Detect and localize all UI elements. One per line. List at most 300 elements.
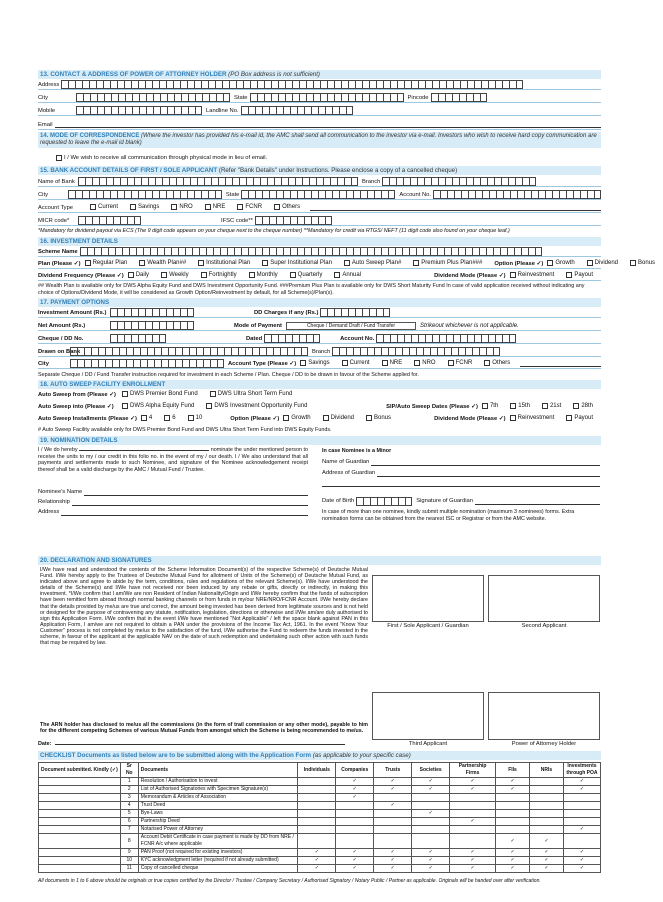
char-box[interactable] [332,247,339,256]
char-box[interactable] [273,347,280,356]
char-box[interactable] [430,347,437,356]
char-box[interactable] [369,93,376,102]
char-box[interactable] [169,177,176,186]
char-box[interactable] [472,247,479,256]
option[interactable] [409,260,490,266]
option[interactable] [206,391,301,397]
char-box[interactable] [189,359,196,368]
char-box[interactable] [153,93,160,102]
char-box[interactable] [159,308,166,317]
char-box[interactable] [309,177,316,186]
char-box[interactable] [260,177,267,186]
char-box[interactable] [493,347,500,356]
char-box[interactable] [325,247,332,256]
char-box[interactable] [559,190,566,199]
char-box[interactable] [120,177,127,186]
char-box[interactable] [257,93,264,102]
char-box[interactable] [201,80,208,89]
char-box[interactable] [269,190,276,199]
char-box[interactable] [103,80,110,89]
char-box[interactable] [181,93,188,102]
char-box[interactable] [97,106,104,115]
char-box[interactable] [337,177,344,186]
char-box[interactable] [223,93,230,102]
char-box[interactable] [332,106,339,115]
char-box[interactable] [447,190,454,199]
char-box[interactable] [404,80,411,89]
char-box[interactable] [433,190,440,199]
char-boxes[interactable] [255,216,332,225]
char-box[interactable] [104,93,111,102]
char-box[interactable] [384,497,391,506]
char-box[interactable] [92,177,99,186]
char-box[interactable] [188,106,195,115]
char-box[interactable] [376,80,383,89]
char-box[interactable] [594,190,601,199]
char-box[interactable] [148,177,155,186]
char-box[interactable] [278,334,285,343]
char-box[interactable] [351,177,358,186]
checkbox[interactable] [171,204,177,210]
char-box[interactable] [313,80,320,89]
char-box[interactable] [405,497,412,506]
char-box[interactable] [68,190,75,199]
checkbox[interactable] [122,403,128,409]
char-box[interactable] [502,334,509,343]
char-box[interactable] [363,497,370,506]
char-box[interactable] [297,216,304,225]
net-amount-row[interactable]: Net Amount (Rs.) Mode of Payment Cheque / Demand Draft / Fund Transfer Strikeout whichever is not applicable. [38,321,601,331]
checkbox[interactable] [262,260,268,266]
char-box[interactable] [346,106,353,115]
char-box[interactable] [168,359,175,368]
char-box[interactable] [262,216,269,225]
char-box[interactable] [194,80,201,89]
char-box[interactable] [89,190,96,199]
char-box[interactable] [136,247,143,256]
option[interactable] [569,403,601,409]
option[interactable] [480,360,518,366]
auto-sweep-from-row[interactable]: Auto Sweep from (Please ✓) DWS Premier Bond Fund DWS Ultra Short Term Fund [38,390,601,400]
option[interactable] [194,260,258,266]
char-box[interactable] [77,347,84,356]
relationship-row[interactable]: Relationship [38,497,308,507]
char-box[interactable] [432,334,439,343]
nominee-address-row[interactable]: Address [38,507,308,517]
char-box[interactable] [208,80,215,89]
char-box[interactable] [145,190,152,199]
char-box[interactable] [459,93,466,102]
char-box[interactable] [110,190,117,199]
option[interactable] [506,415,563,421]
char-box[interactable] [580,190,587,199]
option[interactable] [319,415,362,421]
option[interactable] [543,260,582,266]
char-box[interactable] [218,177,225,186]
char-box[interactable] [266,347,273,356]
char-box[interactable] [472,347,479,356]
char-box[interactable] [132,93,139,102]
char-box[interactable] [150,247,157,256]
auto-sweep-installments-row[interactable]: Auto Sweep Installments (Please ✓) 4 6 10 Option (Please ✓) Growth Dividend Bonus Dividend Mode (Please ✓) Reinvestment Payout [38,414,601,424]
char-boxes[interactable] [80,247,542,256]
poa-city-row[interactable]: City State Pincode [38,93,601,103]
char-box[interactable] [78,177,85,186]
char-boxes[interactable] [264,334,320,343]
char-box[interactable] [355,308,362,317]
option[interactable] [86,204,126,210]
checkbox[interactable] [382,360,388,366]
char-box[interactable] [417,177,424,186]
checkbox[interactable] [448,360,454,366]
char-box[interactable] [488,80,495,89]
char-box[interactable] [278,80,285,89]
char-box[interactable] [332,347,339,356]
char-box[interactable] [325,190,332,199]
char-boxes[interactable] [376,334,516,343]
char-box[interactable] [341,93,348,102]
option[interactable] [245,272,286,278]
char-box[interactable] [466,177,473,186]
char-boxes[interactable] [356,497,412,506]
char-box[interactable] [362,308,369,317]
char-box[interactable] [70,359,77,368]
checkbox[interactable] [413,260,419,266]
char-box[interactable] [299,93,306,102]
char-box[interactable] [152,321,159,330]
char-box[interactable] [423,347,430,356]
nominee-name-row[interactable]: Nominee's Name [38,487,308,497]
char-box[interactable] [138,334,145,343]
option[interactable] [583,260,626,266]
option[interactable] [202,403,315,409]
option[interactable] [160,415,183,421]
checkbox[interactable] [366,415,372,421]
char-box[interactable] [566,190,573,199]
char-box[interactable] [299,334,306,343]
char-box[interactable] [304,247,311,256]
char-box[interactable] [126,347,133,356]
char-box[interactable] [382,177,389,186]
char-box[interactable] [339,347,346,356]
char-box[interactable] [175,347,182,356]
char-box[interactable] [355,93,362,102]
char-box[interactable] [398,497,405,506]
char-box[interactable] [138,321,145,330]
char-box[interactable] [403,177,410,186]
submitted-cell[interactable] [39,810,121,818]
char-box[interactable] [255,247,262,256]
payment-city-row[interactable]: City Account Type (Please ✓) Savings Current NRE NRO FCNR Others [38,359,601,369]
char-box[interactable] [208,190,215,199]
char-box[interactable] [297,247,304,256]
char-box[interactable] [516,80,523,89]
char-box[interactable] [124,308,131,317]
char-box[interactable] [402,347,409,356]
char-box[interactable] [494,177,501,186]
option[interactable] [562,272,601,278]
submitted-cell[interactable] [39,865,121,873]
char-box[interactable] [431,177,438,186]
char-box[interactable] [89,80,96,89]
option[interactable] [296,360,337,366]
option[interactable] [362,415,399,421]
char-box[interactable] [503,190,510,199]
char-box[interactable] [159,80,166,89]
char-box[interactable] [316,177,323,186]
char-box[interactable] [313,334,320,343]
char-box[interactable] [125,93,132,102]
char-box[interactable] [529,177,536,186]
char-box[interactable] [90,106,97,115]
char-box[interactable] [96,80,103,89]
char-box[interactable] [211,177,218,186]
char-box[interactable] [153,106,160,115]
char-box[interactable] [418,334,425,343]
char-box[interactable] [189,347,196,356]
checkbox[interactable] [566,272,572,278]
checkbox[interactable] [141,415,147,421]
char-box[interactable] [495,334,502,343]
char-boxes[interactable] [110,321,194,330]
submitted-cell[interactable] [39,802,121,810]
char-box[interactable] [250,93,257,102]
char-box[interactable] [117,321,124,330]
char-box[interactable] [83,93,90,102]
char-box[interactable] [479,347,486,356]
char-box[interactable] [362,93,369,102]
submitted-cell[interactable] [39,834,121,849]
char-box[interactable] [222,80,229,89]
char-box[interactable] [467,80,474,89]
submitted-cell[interactable] [39,857,121,865]
char-box[interactable] [283,247,290,256]
char-box[interactable] [124,190,131,199]
checkbox[interactable] [334,272,340,278]
char-box[interactable] [241,247,248,256]
char-box[interactable] [318,190,325,199]
char-box[interactable] [283,190,290,199]
char-box[interactable] [325,216,332,225]
char-box[interactable] [444,347,451,356]
char-box[interactable] [360,190,367,199]
char-box[interactable] [437,347,444,356]
char-box[interactable] [154,359,161,368]
char-box[interactable] [131,334,138,343]
char-box[interactable] [381,190,388,199]
char-box[interactable] [299,80,306,89]
char-box[interactable] [152,334,159,343]
char-box[interactable] [166,308,173,317]
char-box[interactable] [194,190,201,199]
char-box[interactable] [110,334,117,343]
char-box[interactable] [162,177,169,186]
char-box[interactable] [446,80,453,89]
checkbox[interactable] [206,403,212,409]
physical-mode-checkbox[interactable] [56,155,62,161]
option[interactable] [197,272,245,278]
char-box[interactable] [152,308,159,317]
char-box[interactable] [431,93,438,102]
char-box[interactable] [334,80,341,89]
char-box[interactable] [496,190,503,199]
checkbox[interactable] [414,360,420,366]
char-box[interactable] [152,190,159,199]
option[interactable] [626,260,663,266]
char-box[interactable] [481,334,488,343]
char-box[interactable] [98,359,105,368]
char-boxes[interactable] [68,190,222,199]
option[interactable] [137,415,160,421]
char-box[interactable] [195,93,202,102]
char-box[interactable] [311,247,318,256]
char-box[interactable] [514,247,521,256]
char-box[interactable] [274,177,281,186]
char-box[interactable] [488,334,495,343]
char-box[interactable] [330,177,337,186]
char-box[interactable] [397,80,404,89]
option[interactable] [562,415,601,421]
char-box[interactable] [229,80,236,89]
char-box[interactable] [250,80,257,89]
checkbox[interactable] [237,204,243,210]
char-box[interactable] [356,497,363,506]
submitted-cell[interactable] [39,826,121,834]
char-boxes[interactable] [433,190,601,199]
char-box[interactable] [77,359,84,368]
char-box[interactable] [117,190,124,199]
char-box[interactable] [411,334,418,343]
char-box[interactable] [96,190,103,199]
char-box[interactable] [175,359,182,368]
checkbox[interactable] [573,403,579,409]
char-box[interactable] [304,216,311,225]
char-box[interactable] [522,177,529,186]
char-box[interactable] [159,321,166,330]
char-box[interactable] [452,177,459,186]
char-box[interactable] [517,190,524,199]
char-box[interactable] [439,80,446,89]
char-box[interactable] [132,106,139,115]
char-box[interactable] [334,308,341,317]
char-box[interactable] [318,216,325,225]
char-box[interactable] [76,93,83,102]
char-box[interactable] [125,106,132,115]
char-box[interactable] [323,177,330,186]
checkbox[interactable] [547,260,553,266]
char-box[interactable] [402,247,409,256]
char-box[interactable] [245,347,252,356]
signature-box-first[interactable] [372,575,484,622]
char-boxes[interactable] [76,106,202,115]
char-box[interactable] [143,247,150,256]
char-box[interactable] [283,216,290,225]
char-box[interactable] [474,80,481,89]
char-box[interactable] [232,177,239,186]
char-box[interactable] [253,177,260,186]
char-box[interactable] [146,93,153,102]
char-box[interactable] [327,80,334,89]
char-box[interactable] [106,177,113,186]
char-box[interactable] [203,359,210,368]
char-box[interactable] [161,347,168,356]
option[interactable] [506,272,563,278]
char-boxes[interactable] [70,347,308,356]
char-box[interactable] [84,347,91,356]
char-box[interactable] [241,106,248,115]
char-box[interactable] [262,106,269,115]
char-box[interactable] [206,247,213,256]
option[interactable] [184,415,211,421]
char-box[interactable] [409,347,416,356]
option[interactable] [330,272,369,278]
char-box[interactable] [140,347,147,356]
char-box[interactable] [377,497,384,506]
char-box[interactable] [290,247,297,256]
option[interactable] [378,360,411,366]
char-box[interactable] [76,106,83,115]
char-box[interactable] [255,216,262,225]
char-box[interactable] [453,334,460,343]
char-box[interactable] [411,80,418,89]
char-box[interactable] [134,216,141,225]
checkbox[interactable] [122,391,128,397]
char-box[interactable] [173,80,180,89]
char-box[interactable] [166,80,173,89]
char-box[interactable] [281,177,288,186]
char-box[interactable] [381,247,388,256]
char-box[interactable] [187,190,194,199]
char-box[interactable] [508,177,515,186]
char-box[interactable] [112,359,119,368]
char-box[interactable] [339,247,346,256]
physical-mode-option[interactable]: I / We wish to receive all communication through physical mode in lieu of email. [38,153,601,163]
char-box[interactable] [195,106,202,115]
char-box[interactable] [283,106,290,115]
char-box[interactable] [306,80,313,89]
checkbox[interactable] [566,415,572,421]
char-box[interactable] [311,106,318,115]
char-box[interactable] [84,359,91,368]
char-box[interactable] [91,359,98,368]
drawn-on-bank-row[interactable]: Drawn on Bank Branch [38,347,601,357]
char-box[interactable] [573,190,580,199]
char-boxes[interactable] [241,106,353,115]
char-box[interactable] [110,321,117,330]
checkbox[interactable] [290,272,296,278]
char-box[interactable] [374,190,381,199]
char-box[interactable] [166,190,173,199]
checkbox[interactable] [90,204,96,210]
char-box[interactable] [332,190,339,199]
char-box[interactable] [201,190,208,199]
char-box[interactable] [210,359,217,368]
auto-sweep-into-row[interactable]: Auto Sweep into (Please ✓) DWS Alpha Equity Fund DWS Investment Opportunity Fund SIP/Auto Sweep Dates (Please ✓) 7th 15th 21st 28th [38,402,601,412]
char-box[interactable] [120,216,127,225]
checkbox[interactable] [198,260,204,266]
char-box[interactable] [131,80,138,89]
scheme-name-row[interactable]: Scheme Name [38,247,601,257]
char-box[interactable] [140,359,147,368]
char-box[interactable] [290,190,297,199]
char-box[interactable] [339,106,346,115]
char-box[interactable] [276,106,283,115]
guardian-address-row[interactable]: Address of Guardian [322,468,600,478]
char-box[interactable] [188,93,195,102]
char-box[interactable] [271,93,278,102]
char-box[interactable] [92,216,99,225]
char-box[interactable] [176,177,183,186]
